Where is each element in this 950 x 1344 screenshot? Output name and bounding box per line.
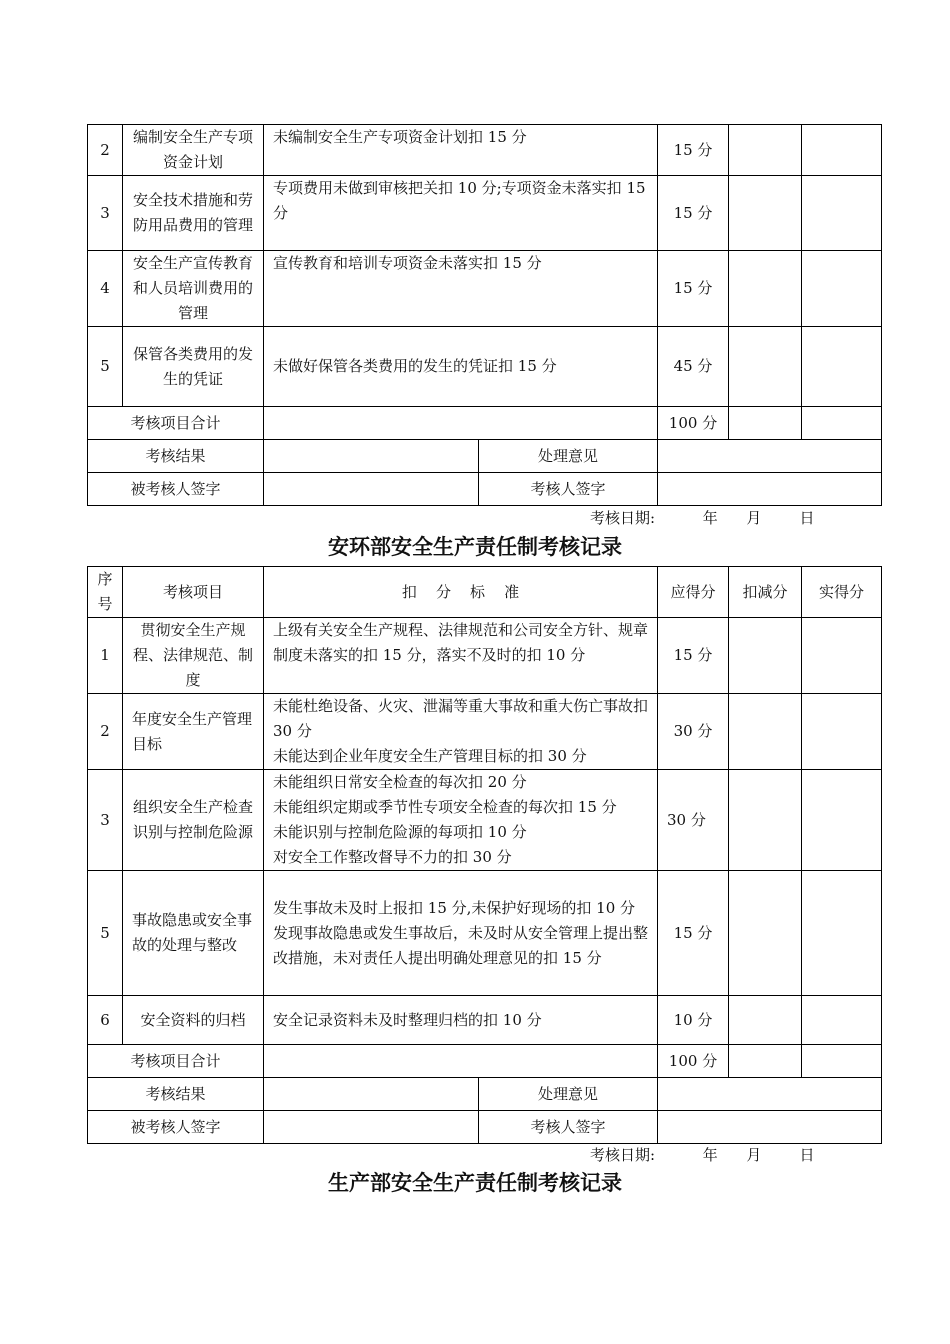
row-number: 4 — [88, 251, 123, 327]
deduct-score-cell[interactable] — [729, 251, 802, 327]
table-row — [88, 770, 882, 871]
actual-score-cell[interactable] — [802, 251, 882, 327]
table-row — [88, 996, 882, 1045]
table-row — [88, 125, 882, 176]
total-row — [88, 1045, 882, 1078]
actual-score-cell[interactable] — [802, 871, 882, 996]
actual-score-cell[interactable] — [802, 694, 882, 770]
result-row — [88, 440, 882, 473]
total-deduct-cell[interactable] — [729, 407, 802, 440]
row-number: 5 — [88, 327, 123, 407]
deduction-criteria: 未编制安全生产专项资金计划扣 15 分 — [264, 125, 658, 176]
total-blank — [264, 1045, 658, 1078]
table-row — [88, 176, 882, 251]
table-safety-env — [87, 566, 882, 1144]
row-number: 3 — [88, 770, 123, 871]
examiner-signature-cell[interactable] — [658, 473, 882, 506]
result-value-cell[interactable] — [264, 440, 479, 473]
deduct-score-cell[interactable] — [729, 327, 802, 407]
assessment-item: 组织安全生产检查识别与控制危险源 — [123, 770, 264, 871]
deduct-score-cell[interactable] — [729, 996, 802, 1045]
section-title: 生产部安全生产责任制考核记录 — [328, 1171, 622, 1195]
section-title: 安环部安全生产责任制考核记录 — [328, 535, 622, 559]
full-score: 15 分 — [658, 125, 729, 176]
opinion-label: 处理意见 — [479, 440, 658, 473]
assessment-item: 贯彻安全生产规程、法律规范、制度 — [123, 618, 264, 694]
full-score: 30 分 — [658, 770, 729, 871]
deduct-score-cell[interactable] — [729, 871, 802, 996]
assessment-date: 考核日期: 年 月 日 — [590, 1146, 815, 1164]
examiner-signature-label: 考核人签字 — [479, 1111, 658, 1144]
deduction-criteria: 上级有关安全生产规程、法律规范和公司安全方针、规章制度未落实的扣 15 分，落实不及时的扣 10 分 — [264, 618, 658, 694]
actual-score-cell[interactable] — [802, 125, 882, 176]
total-label: 考核项目合计 — [88, 1045, 264, 1078]
result-label: 考核结果 — [88, 440, 264, 473]
deduct-score-cell[interactable] — [729, 770, 802, 871]
full-score: 10 分 — [658, 996, 729, 1045]
total-score: 100 分 — [658, 407, 729, 440]
deduct-score-cell[interactable] — [729, 176, 802, 251]
total-actual-cell[interactable] — [802, 1045, 882, 1078]
deduction-criteria: 宣传教育和培训专项资金未落实扣 15 分 — [264, 251, 658, 327]
header-criteria: 扣 分 标 准 — [264, 567, 658, 618]
assessment-date: 考核日期: 年 月 日 — [590, 509, 815, 527]
full-score: 15 分 — [658, 871, 729, 996]
table-fund-continued — [87, 124, 882, 506]
table-row — [88, 327, 882, 407]
opinion-value-cell[interactable] — [658, 440, 882, 473]
header-number: 序号 — [88, 567, 123, 618]
table-row — [88, 618, 882, 694]
total-label: 考核项目合计 — [88, 407, 264, 440]
header-item: 考核项目 — [123, 567, 264, 618]
row-number: 6 — [88, 996, 123, 1045]
opinion-value-cell[interactable] — [658, 1078, 882, 1111]
header-deduct: 扣减分 — [729, 567, 802, 618]
deduction-criteria: 发生事故未及时上报扣 15 分,未保护好现场的扣 10 分 发现事故隐患或发生事故后，未及时从安全管理上提出整改措施，未对责任人提出明确处理意见的扣 15 分 — [264, 871, 658, 996]
deduction-criteria: 安全记录资料未及时整理归档的扣 10 分 — [264, 996, 658, 1045]
opinion-label: 处理意见 — [479, 1078, 658, 1111]
assessment-item: 保管各类费用的发生的凭证 — [123, 327, 264, 407]
assessment-item: 安全资料的归档 — [123, 996, 264, 1045]
full-score: 30 分 — [658, 694, 729, 770]
deduct-score-cell[interactable] — [729, 618, 802, 694]
signature-row — [88, 473, 882, 506]
total-score: 100 分 — [658, 1045, 729, 1078]
total-actual-cell[interactable] — [802, 407, 882, 440]
examiner-signature-cell[interactable] — [658, 1111, 882, 1144]
header-full-score: 应得分 — [658, 567, 729, 618]
row-number: 1 — [88, 618, 123, 694]
header-row — [88, 567, 882, 618]
assessment-item: 事故隐患或安全事故的处理与整改 — [123, 871, 264, 996]
deduct-score-cell[interactable] — [729, 694, 802, 770]
full-score: 45 分 — [658, 327, 729, 407]
full-score: 15 分 — [658, 176, 729, 251]
assessment-item: 安全技术措施和劳防用品费用的管理 — [123, 176, 264, 251]
signature-row — [88, 1111, 882, 1144]
result-label: 考核结果 — [88, 1078, 264, 1111]
assessment-item: 编制安全生产专项资金计划 — [123, 125, 264, 176]
examinee-signature-cell[interactable] — [264, 473, 479, 506]
deduction-criteria: 未能组织日常安全检查的每次扣 20 分 未能组织定期或季节性专项安全检查的每次扣 15 分 未能识别与控制危险源的每项扣 10 分 对安全工作整改督导不力的扣 30 分 — [264, 770, 658, 871]
row-number: 2 — [88, 694, 123, 770]
table-row — [88, 694, 882, 770]
actual-score-cell[interactable] — [802, 770, 882, 871]
result-row — [88, 1078, 882, 1111]
actual-score-cell[interactable] — [802, 996, 882, 1045]
total-row — [88, 407, 882, 440]
row-number: 3 — [88, 176, 123, 251]
deduction-criteria: 未能杜绝设备、火灾、泄漏等重大事故和重大伤亡事故扣 30 分 未能达到企业年度安全生产管理目标的扣 30 分 — [264, 694, 658, 770]
deduct-score-cell[interactable] — [729, 125, 802, 176]
header-actual: 实得分 — [802, 567, 882, 618]
row-number: 2 — [88, 125, 123, 176]
actual-score-cell[interactable] — [802, 327, 882, 407]
total-blank — [264, 407, 658, 440]
total-deduct-cell[interactable] — [729, 1045, 802, 1078]
assessment-item: 安全生产宣传教育和人员培训费用的管理 — [123, 251, 264, 327]
actual-score-cell[interactable] — [802, 176, 882, 251]
full-score: 15 分 — [658, 251, 729, 327]
row-number: 5 — [88, 871, 123, 996]
table-row — [88, 871, 882, 996]
examinee-signature-label: 被考核人签字 — [88, 473, 264, 506]
result-value-cell[interactable] — [264, 1078, 479, 1111]
examinee-signature-label: 被考核人签字 — [88, 1111, 264, 1144]
examinee-signature-cell[interactable] — [264, 1111, 479, 1144]
deduction-criteria: 专项费用未做到审核把关扣 10 分;专项资金未落实扣 15 分 — [264, 176, 658, 251]
deduction-criteria: 未做好保管各类费用的发生的凭证扣 15 分 — [264, 327, 658, 407]
assessment-item: 年度安全生产管理目标 — [123, 694, 264, 770]
table-row — [88, 251, 882, 327]
actual-score-cell[interactable] — [802, 618, 882, 694]
full-score: 15 分 — [658, 618, 729, 694]
examiner-signature-label: 考核人签字 — [479, 473, 658, 506]
